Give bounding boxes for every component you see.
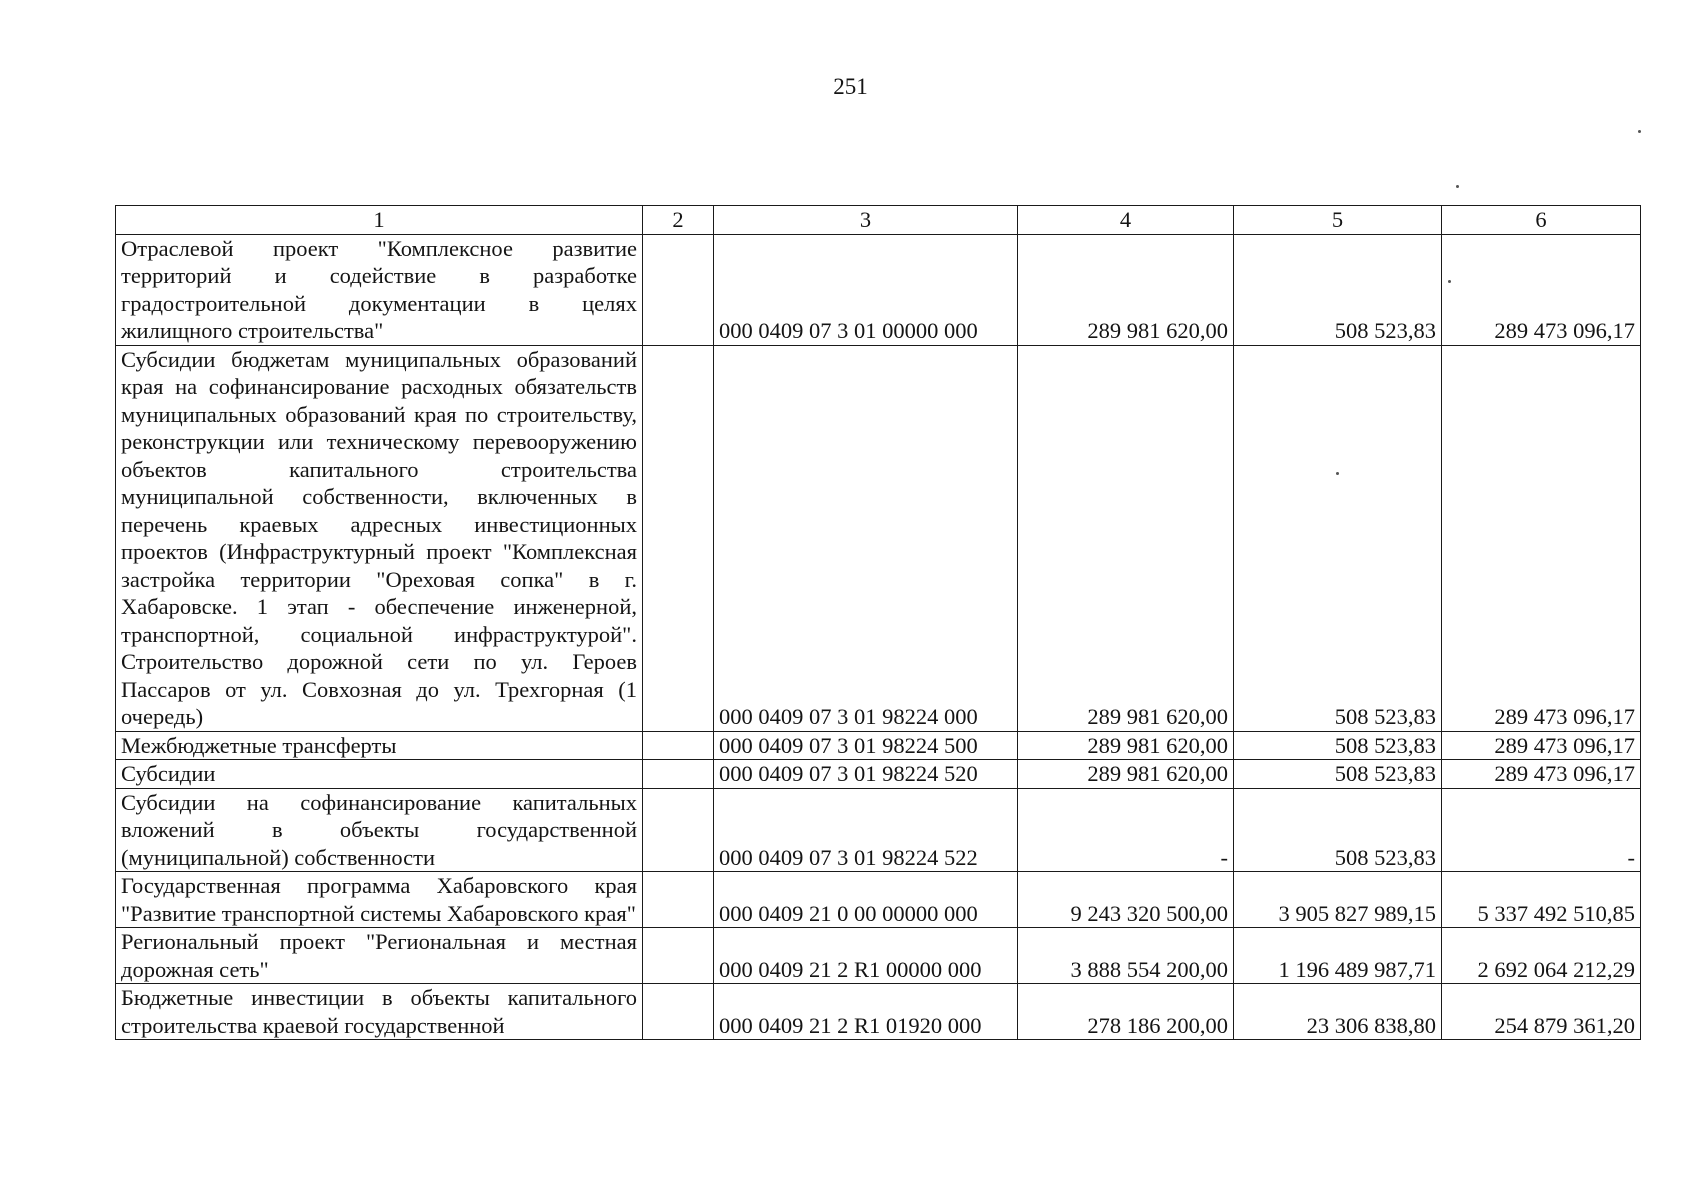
row-col5: 508 523,83 <box>1234 760 1442 789</box>
row-col5: 508 523,83 <box>1234 345 1442 731</box>
table-row <box>116 234 1641 345</box>
row-code: 000 0409 07 3 01 98224 522 <box>714 788 1018 872</box>
row-col2 <box>643 872 714 928</box>
row-col6: 289 473 096,17 <box>1442 731 1641 760</box>
table-row <box>116 928 1641 984</box>
scan-speck <box>1448 280 1451 283</box>
row-col4: - <box>1018 788 1234 872</box>
row-col4: 3 888 554 200,00 <box>1018 928 1234 984</box>
row-code: 000 0409 07 3 01 98224 520 <box>714 760 1018 789</box>
row-name: Субсидии бюджетам муниципальных образований края на софинансирование расходных обязательств муниципальных образований края по строительству, реконструкции или техническому перевооружению объектов капитального строительства муниципальной собственности, включенных в перечень краевых адресных инвестиционных проектов (Инфраструктурный проект "Комплексная застройка территории "Ореховая сопка" в г. Хабаровске. 1 этап - обеспечение инженерной, транспортной, социальной инфраструктурой". Строительство дорожной сети по ул. Героев Пассаров от ул. Совхозная до ул. Трехгорная (1 очередь) <box>116 345 643 731</box>
row-col5: 508 523,83 <box>1234 234 1442 345</box>
row-col4: 9 243 320 500,00 <box>1018 872 1234 928</box>
row-col6: 289 473 096,17 <box>1442 760 1641 789</box>
row-name: Бюджетные инвестиции в объекты капитального строительства краевой государственной <box>116 984 643 1040</box>
row-col2 <box>643 234 714 345</box>
row-col6: - <box>1442 788 1641 872</box>
table-row <box>116 731 1641 760</box>
budget-table <box>115 205 1641 1040</box>
table-row <box>116 788 1641 872</box>
row-code: 000 0409 21 0 00 00000 000 <box>714 872 1018 928</box>
column-header-1: 1 <box>116 206 643 235</box>
row-code: 000 0409 07 3 01 98224 500 <box>714 731 1018 760</box>
row-col2 <box>643 731 714 760</box>
row-name: Отраслевой проект "Комплексное развитие территорий и содействие в разработке градостроительной документации в целях жилищного строительства" <box>116 234 643 345</box>
table-row <box>116 760 1641 789</box>
row-name: Государственная программа Хабаровского края "Развитие транспортной системы Хабаровского края" <box>116 872 643 928</box>
row-col6: 289 473 096,17 <box>1442 234 1641 345</box>
row-col4: 278 186 200,00 <box>1018 984 1234 1040</box>
row-col5: 3 905 827 989,15 <box>1234 872 1442 928</box>
row-name: Региональный проект "Региональная и местная дорожная сеть" <box>116 928 643 984</box>
header-row <box>116 206 1641 235</box>
row-col6: 289 473 096,17 <box>1442 345 1641 731</box>
row-col6: 254 879 361,20 <box>1442 984 1641 1040</box>
row-col6: 2 692 064 212,29 <box>1442 928 1641 984</box>
row-col4: 289 981 620,00 <box>1018 731 1234 760</box>
row-col5: 508 523,83 <box>1234 788 1442 872</box>
row-col5: 23 306 838,80 <box>1234 984 1442 1040</box>
row-col6: 5 337 492 510,85 <box>1442 872 1641 928</box>
column-header-2: 2 <box>643 206 714 235</box>
row-col4: 289 981 620,00 <box>1018 234 1234 345</box>
row-code: 000 0409 21 2 R1 00000 000 <box>714 928 1018 984</box>
row-code: 000 0409 07 3 01 00000 000 <box>714 234 1018 345</box>
scan-speck <box>1456 185 1459 188</box>
row-col2 <box>643 928 714 984</box>
column-header-4: 4 <box>1018 206 1234 235</box>
table-body <box>116 234 1641 1040</box>
row-code: 000 0409 07 3 01 98224 000 <box>714 345 1018 731</box>
column-header-6: 6 <box>1442 206 1641 235</box>
row-code: 000 0409 21 2 R1 01920 000 <box>714 984 1018 1040</box>
row-col2 <box>643 760 714 789</box>
scan-speck <box>1638 130 1641 133</box>
scan-speck <box>1336 472 1339 475</box>
table-header <box>116 206 1641 235</box>
row-col5: 1 196 489 987,71 <box>1234 928 1442 984</box>
row-name: Субсидии на софинансирование капитальных вложений в объекты государственной (муниципальной) собственности <box>116 788 643 872</box>
table-row <box>116 984 1641 1040</box>
table-row <box>116 872 1641 928</box>
row-col5: 508 523,83 <box>1234 731 1442 760</box>
row-col2 <box>643 984 714 1040</box>
row-col2 <box>643 788 714 872</box>
table-row <box>116 345 1641 731</box>
row-col4: 289 981 620,00 <box>1018 760 1234 789</box>
row-name: Межбюджетные трансферты <box>116 731 643 760</box>
row-col2 <box>643 345 714 731</box>
row-col4: 289 981 620,00 <box>1018 345 1234 731</box>
column-header-3: 3 <box>714 206 1018 235</box>
row-name: Субсидии <box>116 760 643 789</box>
column-header-5: 5 <box>1234 206 1442 235</box>
page-number: 251 <box>833 74 868 99</box>
